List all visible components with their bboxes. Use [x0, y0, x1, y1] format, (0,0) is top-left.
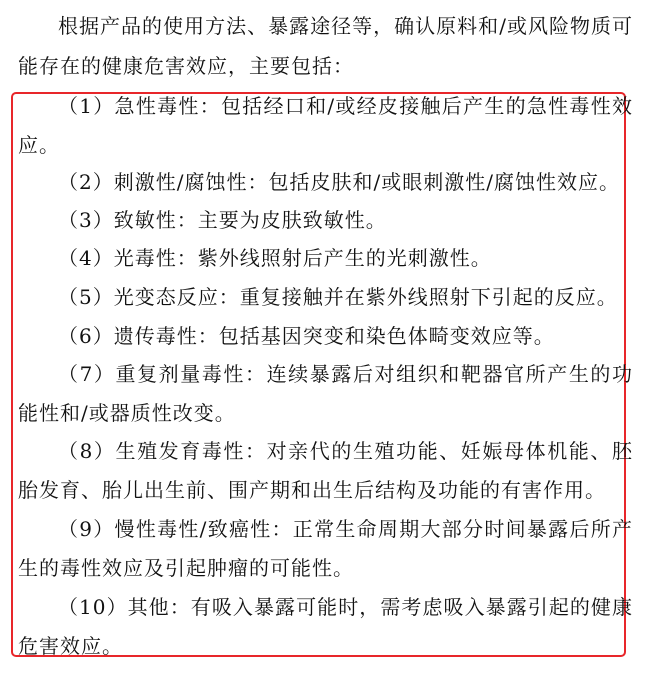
- list-item-chronic-carcinogenic: （9）慢性毒性/致癌性：正常生命周期大部分时间暴露后所产生的毒性效应及引起肿瘤的可能性。: [18, 517, 633, 580]
- list-item-acute-toxicity: （1）急性毒性：包括经口和/或经皮接触后产生的急性毒性效应。: [18, 94, 633, 157]
- list-item-other: （10）其他：有吸入暴露可能时，需考虑吸入暴露引起的健康危害效应。: [18, 595, 633, 658]
- list-item-repeat-dose: （7）重复剂量毒性：连续暴露后对组织和靶器官所产生的功能性和/或器质性改变。: [18, 362, 633, 425]
- list-item-phototoxicity: （4）光毒性：紫外线照射后产生的光刺激性。: [58, 246, 492, 270]
- list-item-sensitization: （3）致敏性：主要为皮肤致敏性。: [58, 208, 387, 232]
- intro-paragraph: 根据产品的使用方法、暴露途径等，确认原料和/或风险物质可能存在的健康危害效应，主要包括：: [18, 14, 633, 78]
- list-item-irritation: （2）刺激性/腐蚀性：包括皮肤和/或眼刺激性/腐蚀性效应。: [58, 170, 620, 194]
- list-item-photoallergy: （5）光变态反应：重复接触并在紫外线照射下引起的反应。: [58, 285, 618, 309]
- list-item-reproductive: （8）生殖发育毒性：对亲代的生殖功能、妊娠母体机能、胚胎发育、胎儿出生前、围产期和出生后结构及功能的有害作用。: [18, 439, 633, 502]
- list-item-genotoxicity: （6）遗传毒性：包括基因突变和染色体畸变效应等。: [58, 324, 555, 348]
